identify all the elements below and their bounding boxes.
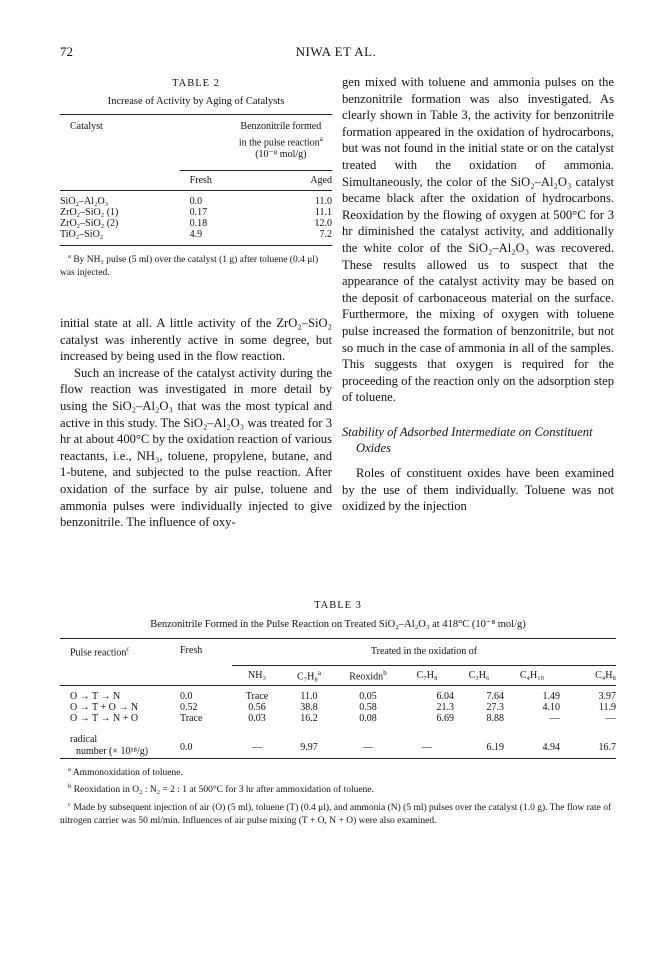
right-paragraph-2: Roles of constituent oxides have been examined by the use of them individually. Toluene was not oxidized by the injection <box>342 466 614 514</box>
table-2-col-catalyst: Catalyst <box>70 121 103 132</box>
table-row <box>60 229 332 245</box>
table-2-cell-fresh: 0.18 <box>189 218 208 230</box>
table-3-cell: 0.03 <box>248 713 266 725</box>
table-row <box>60 724 616 758</box>
table-3-subcol: C₄H₁₀ <box>519 670 545 682</box>
table-3-cell: — <box>252 742 262 754</box>
table-3-col-treated: Treated in the oxidation of <box>370 646 478 658</box>
table-3-cell-pulse: O → T → N + O <box>70 713 139 725</box>
left-paragraph-1: initial state at all. A little activity of the ZrO₂–SiO₂ catalyst was inherently active in some degree, but increased by being used in the flow reaction. <box>60 316 332 364</box>
table-3-subcol: Reoxidn$^b$ <box>349 669 387 683</box>
table-3-grid <box>60 639 616 758</box>
table-3-cell: 0.52 <box>180 702 198 714</box>
table-3-cell: 0.58 <box>359 702 377 714</box>
table-3-cell-radical <box>60 724 180 758</box>
table-3-cell: 0.08 <box>359 713 377 725</box>
table-3-cell: 38.8 <box>300 702 318 714</box>
table-3-cell: Trace <box>245 691 269 703</box>
table-2-cell-fresh: 4.9 <box>189 229 203 241</box>
table-3-cell: 4.10 <box>542 702 560 714</box>
table-2-cell-catalyst: ZrO₂–SiO₂ (2) <box>60 218 119 230</box>
table-3-bottom-rule <box>60 758 616 759</box>
table-2-col-formed-line1: Benzonitrile formed <box>240 121 322 132</box>
table-2-footnote-text: By NH₃ pulse (5 ml) over the catalyst (1 g) after toluene (0.4 μl) was injected. <box>60 255 319 279</box>
table-3-col-pulse-mark: c <box>126 645 130 653</box>
right-column <box>342 74 614 515</box>
table-3-cell: Trace <box>180 713 203 725</box>
table-3-cell: — <box>363 742 373 754</box>
table-2-cell-aged: 7.2 <box>319 229 332 241</box>
running-head: NIWA ET AL. <box>295 44 377 59</box>
table-3-col-pulse <box>60 639 180 658</box>
table-3-cell: 1.49 <box>542 691 560 703</box>
table-3-footnote: $^c$ Made by subsequent injection of air (O) (5 ml), toluene (T) (0.4 μl), and ammonia (N) (5 ml) pulses over the catalyst (1.0 g). The flow rate of nitrogen carrier was 50 ml/min. Influences of air pulse mixing (T + O, N + O) were also examined. <box>60 800 612 826</box>
table-3-cell: 16.7 <box>598 742 616 754</box>
table-3 <box>60 600 616 828</box>
table-2-cell-aged: 11.0 <box>314 196 332 208</box>
table-2-cell-aged: 12.0 <box>314 218 332 230</box>
table-2-caption: Increase of Activity by Aging of Catalysts <box>107 96 285 107</box>
left-column <box>60 315 332 531</box>
table-3-label: TABLE 3 <box>314 600 362 611</box>
table-2-cell-catalyst: ZrO₂–SiO₂ (1) <box>60 207 119 219</box>
table-2-cell-fresh: 0.0 <box>189 196 203 208</box>
table-3-caption: Benzonitrile Formed in the Pulse Reaction on Treated SiO₂–Al₂O₃ at 418°C (10⁻⁸ mol/g) <box>150 619 526 630</box>
table-3-cell: 16.2 <box>300 713 318 725</box>
table-2 <box>60 78 332 280</box>
table-2-cell-fresh: 0.17 <box>189 207 208 219</box>
table-3-cell: 0.56 <box>248 702 266 714</box>
table-2-footnote <box>60 250 332 280</box>
table-2-bottom-rule <box>60 245 332 246</box>
table-2-footnote-mark: a <box>68 253 71 261</box>
table-3-subcol: NH₃ <box>248 670 266 682</box>
right-paragraph-1: gen mixed with toluene and ammonia pulses on the benzonitrile formation was also investigated. As clearly shown in Table 3, the activity for benzonitrile formation appeared in the oxidation of hydrocarbons, but was not found in the initial state or on the catalyst treated with the oxidation of ammonia. Simultaneously, the color of the SiO₂–Al₂O₃ catalyst became black after the oxidation of hydrocarbons. Reoxidation by the flowing of oxygen at 500°C for 3 hr diminished the catalyst activity, and additionally the white color of the SiO₂–Al₂O₃ was recovered. These results allowed us to suspect that the appearance of the catalyst activity may be based on the deposit of carbonaceous material on the surface. Furthermore, the mixing of oxygen with toluene pulse increased the formation of benzonitrile, but not so much in the case of ammonia in all of the samples. This suggests that oxygen is required for the proceeding of the reaction only on the adsorption step of toluene. <box>342 75 614 405</box>
table-row <box>60 686 616 702</box>
table-3-cell: — <box>606 713 616 725</box>
page-number: 72 <box>60 44 73 59</box>
table-2-cell-catalyst: TiO₂–SiO₂ <box>60 229 104 241</box>
table-3-cell: — <box>550 713 560 725</box>
left-paragraph-2: Such an increase of the catalyst activity during the flow reaction was investigated in more detail by using the SiO₂–Al₂O₃ that was the most typical and active in this study. The SiO₂–Al₂O₃ was treated for 3 hr at about 400°C by the oxidation reaction of various reactants, i.e., NH₃, toluene, propylene, butane, and 1-butene, and subjected to the pulse reaction. After oxidation of the surface by air pulse, toluene and ammonia pulses were individually injected to give benzonitrile. The influence of oxy- <box>60 365 332 530</box>
table-3-cell: 21.3 <box>436 702 454 714</box>
table-2-grid <box>60 115 332 245</box>
table-2-col-formed-line2: in the pulse reaction <box>238 137 320 149</box>
table-row <box>60 207 332 218</box>
table-3-cell-pulse: O → T → N <box>70 691 121 703</box>
table-2-col-aged: Aged <box>310 175 332 187</box>
table-row <box>60 218 332 229</box>
section-heading: Stability of Adsorbed Intermediate on Constituent Oxides <box>342 424 593 456</box>
table-3-cell: 6.19 <box>486 742 504 754</box>
table-2-label: TABLE 2 <box>172 78 220 89</box>
table-3-subcol: C₄H₈ <box>595 670 616 682</box>
table-3-col-fresh: Fresh <box>180 645 203 656</box>
table-3-cell: 11.0 <box>300 691 318 703</box>
table-row <box>60 702 616 713</box>
table-3-cell: 7.64 <box>486 691 504 703</box>
table-3-subcol: C₇H₈$^a$ <box>297 669 321 683</box>
table-row <box>60 191 332 207</box>
table-3-cell: — <box>422 742 432 754</box>
table-2-cell-aged: 11.1 <box>314 207 332 219</box>
table-3-cell: 9.97 <box>300 742 318 754</box>
table-3-cell: 11.9 <box>598 702 616 714</box>
table-3-cell: 8.88 <box>486 713 504 725</box>
table-3-cell: 6.69 <box>436 713 454 725</box>
table-2-col-formed-mark: a <box>319 135 323 143</box>
table-3-subcol: C₃H₆ <box>468 670 490 682</box>
table-2-cell-catalyst: SiO₂–Al₂O₃ <box>60 196 109 208</box>
table-3-radical-label-1: radical <box>70 734 98 746</box>
table-3-col-pulse-label: Pulse reaction <box>70 647 127 659</box>
table-3-cell: 6.04 <box>436 691 454 703</box>
table-3-cell: 27.3 <box>486 702 504 714</box>
table-3-cell: 0.05 <box>359 691 377 703</box>
table-row <box>60 713 616 724</box>
table-2-col-formed <box>180 115 332 161</box>
table-2-col-fresh: Fresh <box>189 175 212 187</box>
table-3-subcol: C₇H₈ <box>416 670 438 682</box>
table-3-footnote: $^b$ Reoxidation in O₂ : N₂ = 2 : 1 at 500°C for 3 hr after ammoxidation of toluene. <box>68 783 374 796</box>
table-3-footnote: $^a$ Ammonoxidation of toluene. <box>68 766 183 779</box>
table-3-radical-label-2: number (× 10¹⁸/g) <box>76 746 149 758</box>
table-3-cell: 4.94 <box>542 742 560 754</box>
table-3-cell: 0.0 <box>180 691 193 703</box>
table-2-col-formed-units: (10⁻⁸ mol/g) <box>255 149 307 161</box>
table-3-cell-pulse: O → T + O → N <box>70 702 139 714</box>
table-3-cell: 3.97 <box>598 691 616 703</box>
table-3-cell: 0.0 <box>180 742 193 754</box>
